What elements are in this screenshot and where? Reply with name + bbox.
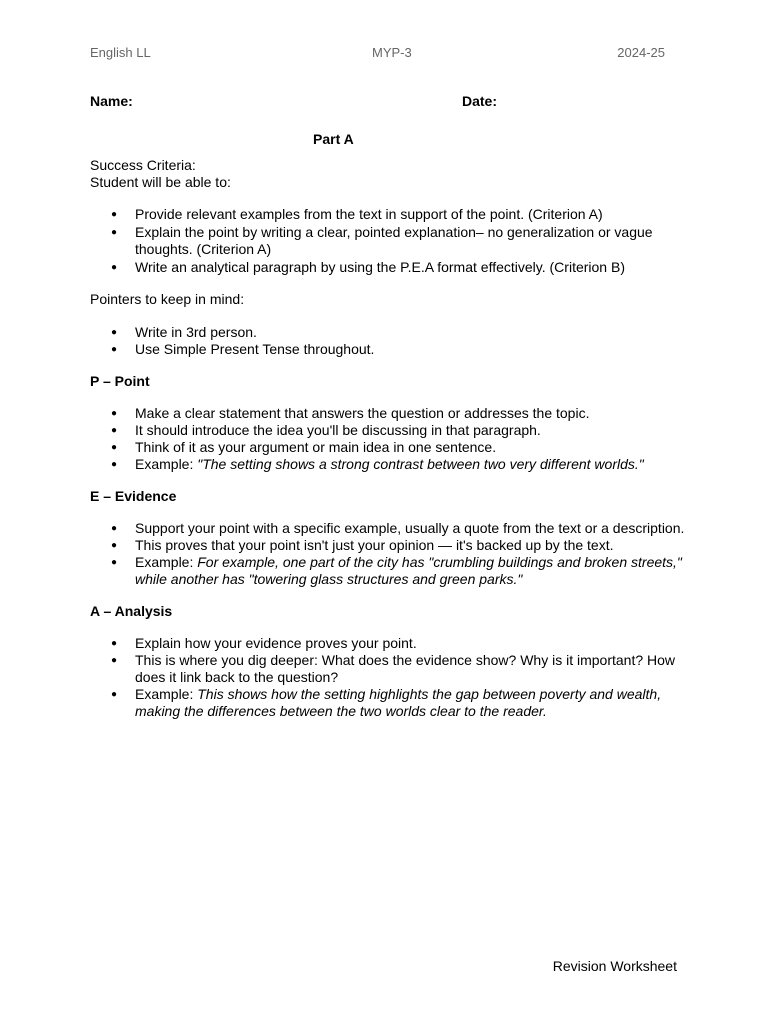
list-item: ● Write an analytical paragraph by using the P.E.A format effectively. (Criterion B)	[90, 259, 690, 277]
example-text: For example, one part of the city has "crumbling buildings and broken streets," while another has "towering glass structures and green parks."	[135, 554, 682, 587]
worksheet-content	[90, 131, 690, 720]
pointers-list	[90, 324, 690, 358]
evidence-section-title: E – Evidence	[90, 488, 177, 504]
analysis-list	[90, 635, 690, 720]
example-label: Example:	[135, 554, 198, 570]
example-label: Example:	[135, 456, 198, 472]
list-item: ● Use Simple Present Tense throughout.	[90, 341, 690, 358]
list-item: ● Write in 3rd person.	[90, 324, 690, 341]
list-item-example	[90, 686, 690, 720]
list-item: ● Explain the point by writing a clear, pointed explanation– no generalization or vague thoughts. (Criterion A)	[90, 224, 690, 259]
list-item: ● This is where you dig deeper: What does the evidence show? Why is it important? How does it link back to the question?	[90, 652, 690, 686]
example-label: Example:	[135, 686, 198, 702]
success-criteria-title: Success Criteria:	[90, 157, 196, 173]
header-subject: English LL	[90, 45, 151, 60]
point-section-title: P – Point	[90, 373, 150, 389]
pointers-title: Pointers to keep in mind:	[90, 291, 245, 307]
page-footer: Revision Worksheet	[552, 958, 677, 974]
list-item: ● This proves that your point isn't just your opinion — it's backed up by the text.	[90, 537, 690, 554]
example-text: This shows how the setting highlights the gap between poverty and wealth, making the differences between the two worlds clear to the reader.	[135, 686, 662, 719]
list-item-example	[90, 456, 690, 473]
list-item: ● Provide relevant examples from the text in support of the point. (Criterion A)	[90, 206, 690, 224]
list-item: ● Think of it as your argument or main idea in one sentence.	[90, 439, 690, 456]
point-list	[90, 405, 690, 473]
list-item: ● Make a clear statement that answers the question or addresses the topic.	[90, 405, 690, 422]
list-item: ● Support your point with a specific example, usually a quote from the text or a description.	[90, 520, 690, 537]
name-label: Name:	[90, 93, 133, 109]
success-criteria-list	[90, 206, 690, 276]
example-text: "The setting shows a strong contrast between two very different worlds."	[197, 456, 644, 472]
part-title: Part A	[313, 131, 354, 147]
page-header	[90, 45, 666, 63]
list-item: ● Explain how your evidence proves your point.	[90, 635, 690, 652]
success-criteria-intro: Student will be able to:	[90, 174, 231, 190]
list-item-example	[90, 554, 690, 588]
date-label: Date:	[462, 93, 498, 109]
list-item: ● It should introduce the idea you'll be discussing in that paragraph.	[90, 422, 690, 439]
evidence-list	[90, 520, 690, 588]
analysis-section-title: A – Analysis	[90, 603, 173, 619]
header-year: 2024-25	[617, 45, 665, 60]
header-grade: MYP-3	[372, 45, 412, 60]
